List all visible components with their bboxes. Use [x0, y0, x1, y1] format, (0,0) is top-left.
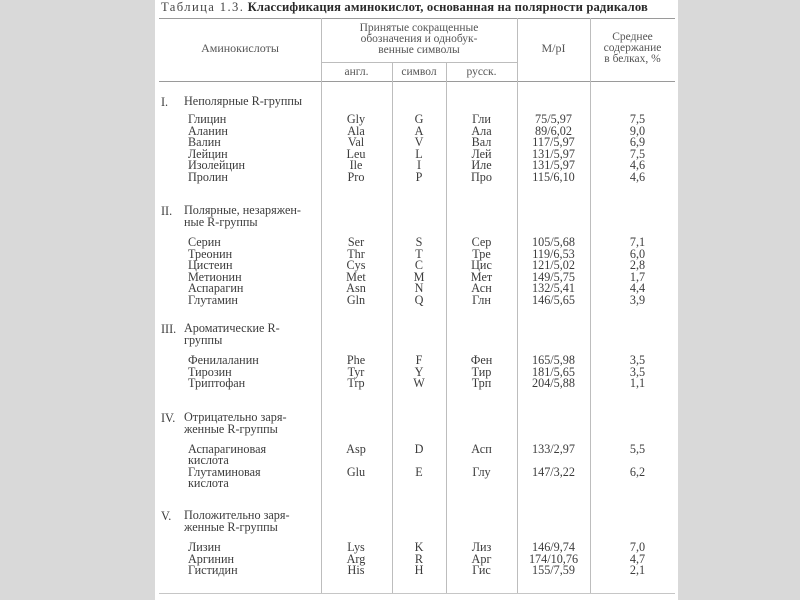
protein-content-value: 3,5 — [629, 364, 646, 379]
header-symbol: символ — [401, 66, 437, 78]
abbrev-rus: Фен — [470, 353, 493, 367]
protein-content-value: 2,1 — [629, 563, 646, 577]
protein-content-value: 6,0 — [629, 246, 646, 261]
amino-acid-name-line: Триптофан — [188, 376, 246, 390]
protein-content-value: 1,7 — [629, 269, 646, 284]
abbrev-rus: Трп — [471, 376, 492, 390]
abbrev-eng: Asn — [346, 281, 366, 295]
header-eng: англ. — [344, 66, 369, 78]
amino-acid-name-line: Аргинин — [188, 551, 234, 566]
group-title-line: Полярные, незаряжен- — [184, 203, 301, 217]
amino-acid-name — [188, 444, 266, 467]
abbrev-rus: Лей — [471, 146, 492, 161]
mass-pi-value: 146/9,74 — [532, 540, 575, 554]
amino-acid-name-line: Глицин — [188, 112, 227, 126]
group-title-line: женные R-группы — [184, 519, 278, 534]
group-title-line: Отрицательно заря- — [184, 410, 287, 424]
amino-acid-name-line: Тирозин — [188, 364, 232, 379]
group-title — [184, 323, 280, 346]
abbrev-eng: Ile — [349, 158, 363, 172]
one-letter-symbol: E — [415, 465, 423, 479]
mass-pi-value: 165/5,98 — [532, 353, 575, 367]
abbrev-rus: Асн — [471, 281, 492, 295]
one-letter-symbol: C — [414, 258, 424, 272]
table-caption-title: Классификация аминокислот, основанная на полярности радикалов — [247, 0, 648, 14]
amino-acid-name-line: Лизин — [188, 540, 221, 554]
amino-acid-name-line: Лейцин — [188, 146, 228, 161]
header-content-line: в белках, % — [604, 53, 661, 65]
abbrev-eng: Cys — [346, 258, 366, 272]
amino-acid-name — [188, 292, 238, 307]
abbrev-rus: Про — [471, 169, 492, 184]
header-mpi: M/pI — [541, 41, 566, 55]
group-title — [184, 96, 302, 108]
one-letter-symbol: V — [414, 135, 424, 149]
one-letter-symbol: T — [415, 246, 423, 261]
mass-pi-value: 105/5,68 — [532, 235, 575, 249]
one-letter-symbol: A — [414, 123, 424, 138]
amino-acid-name — [188, 467, 261, 490]
header-amino-acids: Аминокислоты — [201, 41, 279, 55]
table-top-rule — [159, 18, 675, 19]
abbrev-eng: His — [347, 563, 365, 577]
amino-acid-name-line: Серин — [188, 235, 221, 249]
one-letter-symbol: D — [414, 442, 424, 456]
one-letter-symbol: H — [414, 563, 424, 577]
group-number: IV. — [161, 411, 176, 425]
abbrev-eng: Leu — [346, 146, 366, 161]
abbrev-eng: Gly — [346, 112, 366, 126]
header-content-line: Среднее — [612, 31, 653, 43]
amino-acid-name-line: Цистеин — [188, 258, 233, 272]
amino-acid-name-line: Валин — [188, 135, 221, 149]
protein-content-value: 3,9 — [629, 292, 646, 307]
header-content — [590, 32, 675, 65]
abbrev-eng: Phe — [346, 353, 366, 367]
abbrev-eng: Met — [346, 269, 366, 284]
abbrev-rus: Иле — [471, 158, 492, 172]
abbrev-eng: Glu — [346, 465, 366, 479]
one-letter-symbol: Q — [414, 292, 424, 307]
table-bottom-rule — [159, 593, 675, 594]
amino-acid-name — [188, 378, 245, 389]
one-letter-symbol: F — [415, 353, 423, 367]
group-title — [184, 205, 301, 228]
group-title — [184, 412, 287, 435]
header-bottom-rule — [159, 81, 675, 82]
one-letter-symbol: R — [414, 551, 424, 566]
abbrev-rus: Сер — [471, 235, 492, 249]
mass-pi-value: 75/5,97 — [535, 112, 572, 126]
abbrev-eng: Ser — [347, 235, 365, 249]
header-abbreviations-line: венные символы — [378, 44, 460, 56]
amino-acid-name-line: Аланин — [188, 123, 228, 138]
mass-pi-value: 204/5,88 — [532, 376, 575, 390]
amino-acid-name — [188, 565, 238, 576]
mass-pi-value: 133/2,97 — [532, 442, 575, 456]
mass-pi-value: 89/6,02 — [535, 123, 572, 138]
one-letter-symbol: I — [416, 158, 422, 172]
abbrev-rus: Асп — [471, 442, 492, 456]
protein-content-value: 4,7 — [629, 551, 646, 566]
amino-acid-name-line: Треонин — [188, 246, 233, 261]
mass-pi-value: 132/5,41 — [532, 281, 575, 295]
amino-acid-name-line: Пролин — [188, 169, 228, 184]
abbrev-eng: Lys — [347, 540, 365, 554]
header-abbreviations — [321, 23, 517, 56]
abbrev-rus: Ала — [471, 123, 492, 138]
group-title-line: Ароматические R- — [184, 321, 280, 335]
group-number: V. — [161, 509, 172, 523]
abbrev-eng: Val — [347, 135, 365, 149]
amino-acid-name — [188, 169, 228, 184]
protein-content-value: 7,5 — [629, 112, 646, 126]
amino-acid-name-line: Изолейцин — [188, 158, 246, 172]
abbrev-eng: Arg — [346, 551, 366, 566]
amino-acid-name-line: кислота — [188, 453, 229, 468]
group-number: II. — [161, 204, 173, 218]
amino-acid-name-line: кислота — [188, 476, 229, 491]
abbrev-eng: Tyr — [347, 364, 365, 379]
protein-content-value: 4,4 — [629, 281, 646, 295]
protein-content-value: 3,5 — [629, 353, 646, 367]
mass-pi-value: 131/5,97 — [532, 146, 575, 161]
protein-content-value: 5,5 — [629, 442, 646, 456]
header-rus: русск. — [466, 66, 497, 78]
protein-content-value: 7,1 — [629, 235, 646, 249]
header-abbreviations-line: Принятые сокращенные — [359, 22, 479, 34]
group-title-line: Положительно заря- — [184, 508, 290, 522]
group-number: I. — [161, 95, 169, 109]
group-title — [184, 510, 290, 533]
mass-pi-value: 117/5,97 — [532, 135, 575, 149]
one-letter-symbol: P — [415, 169, 423, 184]
abbrev-rus: Тре — [472, 246, 491, 261]
mass-pi-value: 174/10,76 — [528, 551, 579, 566]
one-letter-symbol: S — [415, 235, 423, 249]
abbrev-rus: Мет — [470, 269, 493, 284]
abbrev-rus: Глу — [472, 465, 491, 479]
protein-content-value: 6,2 — [629, 465, 646, 479]
abbrev-rus: Гис — [472, 563, 491, 577]
mass-pi-value: 119/6,53 — [532, 246, 575, 261]
abbrev-eng: Pro — [347, 169, 365, 184]
protein-content-value: 1,1 — [629, 376, 646, 390]
abbrev-eng: Gln — [346, 292, 366, 307]
protein-content-value: 6,9 — [629, 135, 646, 149]
abbrev-rus: Лиз — [471, 540, 492, 554]
one-letter-symbol: Y — [414, 364, 424, 379]
amino-acid-name-line: Метионин — [188, 269, 242, 284]
mass-pi-value: 121/5,02 — [532, 258, 575, 272]
protein-content-value: 4,6 — [629, 169, 646, 184]
amino-acid-name-line: Аспарагин — [188, 281, 244, 295]
one-letter-symbol: G — [414, 112, 424, 126]
protein-content-value: 7,5 — [629, 146, 646, 161]
mass-pi-value: 155/7,59 — [532, 563, 575, 577]
abbrev-rus: Гли — [472, 112, 491, 126]
group-title-line: ные R-группы — [184, 214, 258, 229]
mass-pi-value: 147/3,22 — [532, 465, 575, 479]
abbrev-rus: Тир — [471, 364, 492, 379]
abbrev-rus: Вал — [471, 135, 492, 149]
subheader-rule — [321, 62, 517, 63]
group-title-line: женные R-группы — [184, 421, 278, 436]
document-page — [155, 0, 678, 600]
mass-pi-value: 146/5,65 — [532, 292, 575, 307]
one-letter-symbol: M — [413, 269, 425, 284]
abbrev-rus: Цис — [471, 258, 492, 272]
amino-acid-name-line: Гистидин — [188, 563, 238, 577]
amino-acid-name-line: Глутаминовая — [188, 465, 261, 479]
header-abbreviations-line: обозначения и однобук- — [360, 33, 478, 45]
mass-pi-value: 115/6,10 — [532, 169, 575, 184]
amino-acid-name-line: Фенилаланин — [188, 353, 259, 367]
protein-content-value: 9,0 — [629, 123, 646, 138]
abbrev-eng: Trp — [347, 376, 365, 390]
group-number: III. — [161, 322, 177, 336]
protein-content-value: 2,8 — [629, 258, 646, 272]
header-content-line: содержание — [603, 42, 662, 54]
abbrev-rus: Глн — [472, 292, 491, 307]
group-title-line: группы — [184, 332, 223, 347]
one-letter-symbol: K — [414, 540, 424, 554]
amino-acid-name-line: Аспарагиновая — [188, 442, 267, 456]
group-title-line: Неполярные R-группы — [184, 94, 303, 108]
abbrev-rus: Арг — [471, 551, 492, 566]
one-letter-symbol: L — [415, 146, 423, 161]
table-caption-number: Таблица 1.3. — [161, 0, 245, 14]
one-letter-symbol: N — [414, 281, 424, 295]
protein-content-value: 7,0 — [629, 540, 646, 554]
protein-content-value: 4,6 — [629, 158, 646, 172]
mass-pi-value: 149/5,75 — [532, 269, 575, 284]
abbrev-eng: Asp — [346, 442, 366, 456]
mass-pi-value: 131/5,97 — [532, 158, 575, 172]
abbrev-eng: Ala — [347, 123, 365, 138]
abbrev-eng: Thr — [347, 246, 365, 261]
mass-pi-value: 181/5,65 — [532, 364, 575, 379]
amino-acid-name-line: Глутамин — [188, 292, 238, 307]
table-caption — [161, 0, 681, 18]
one-letter-symbol: W — [413, 376, 425, 390]
